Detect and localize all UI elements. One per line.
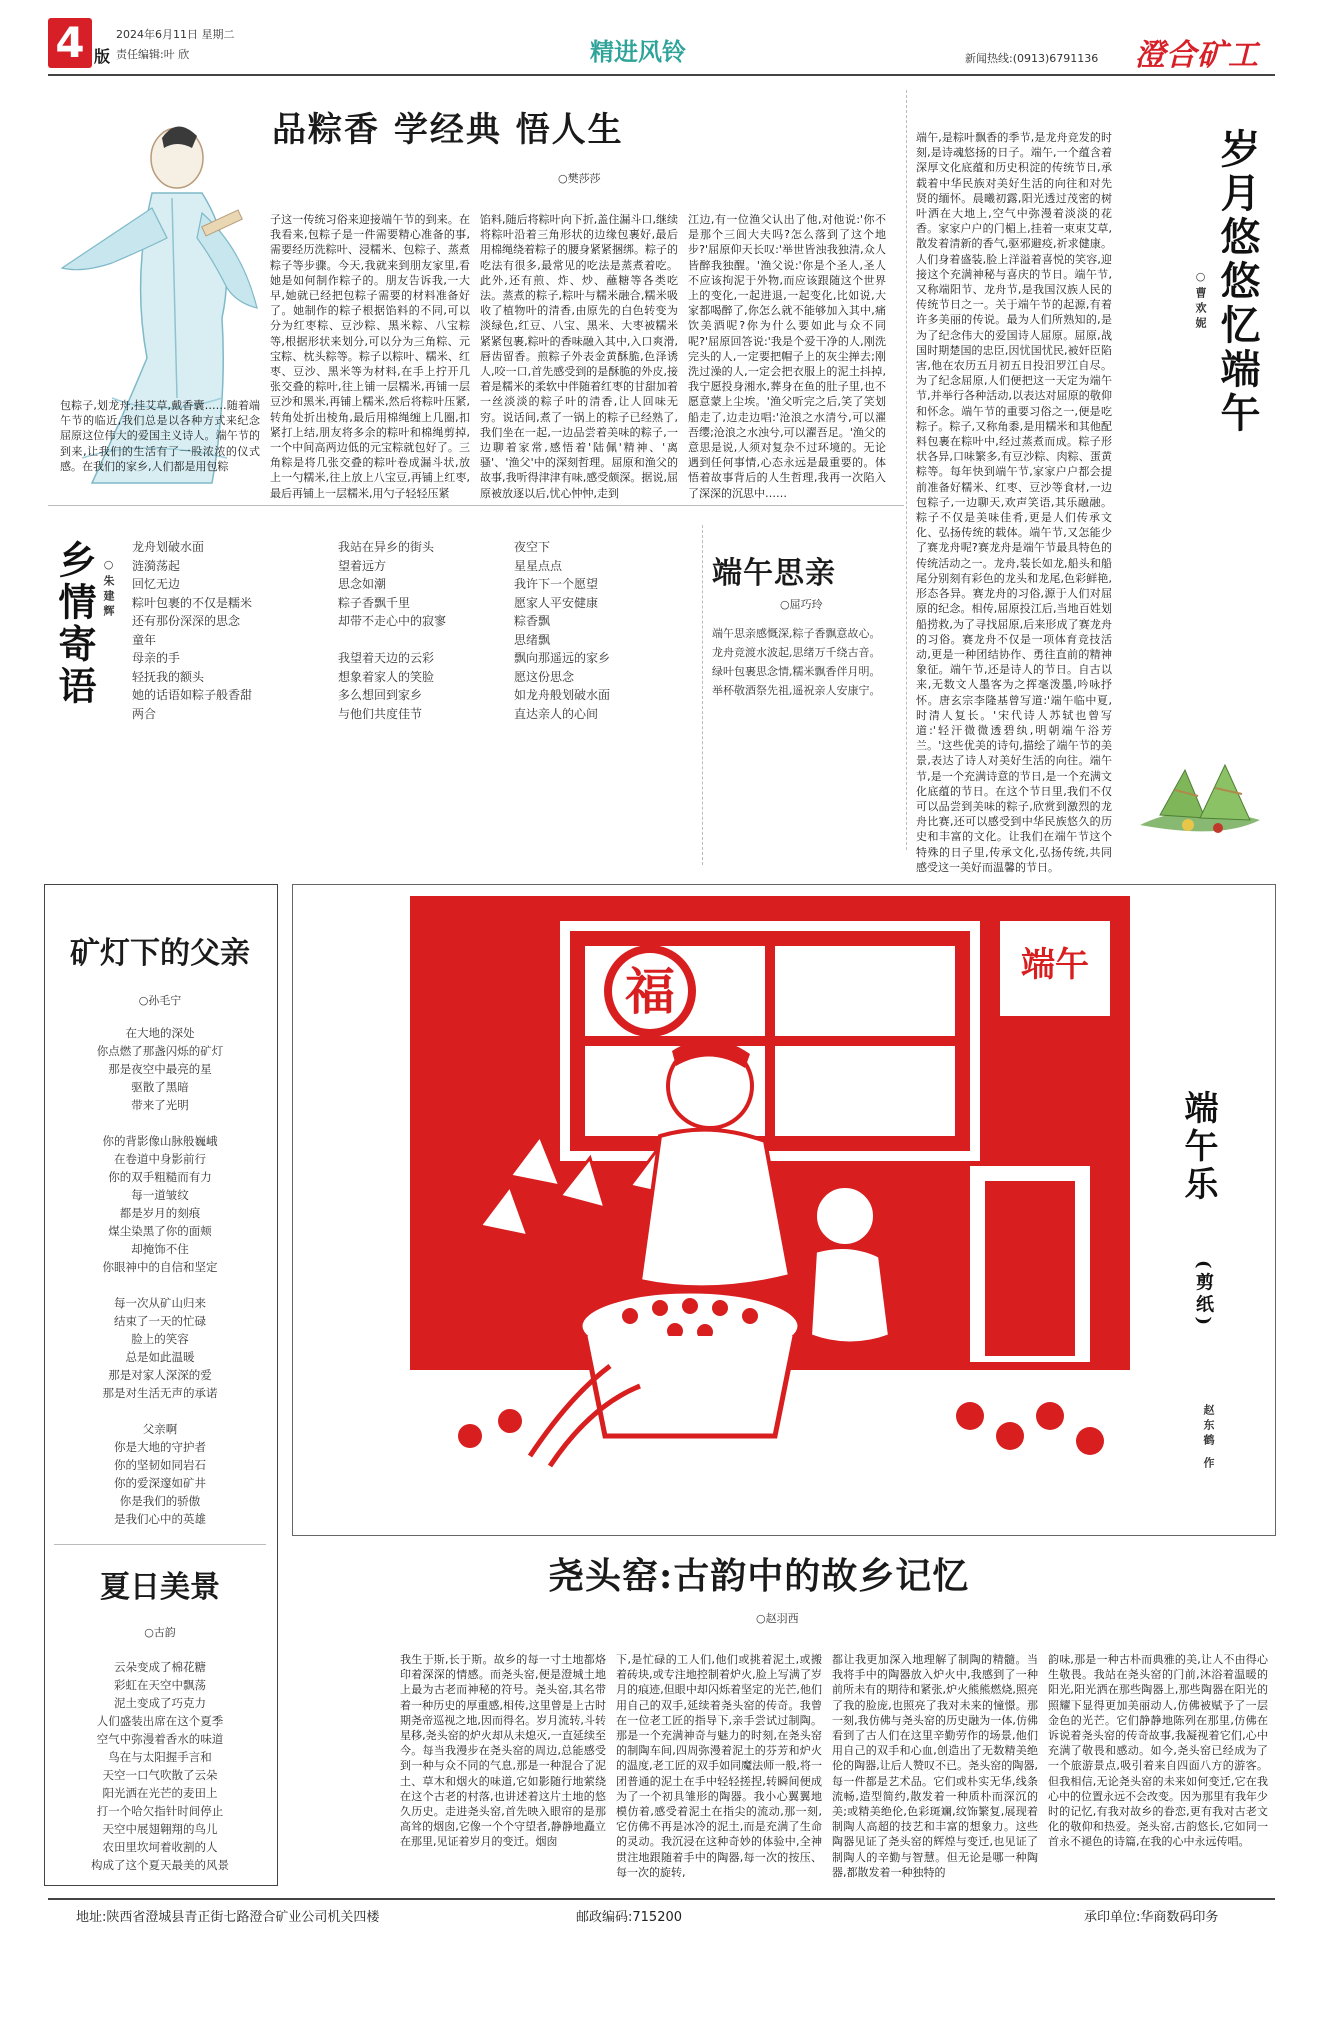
footer-address: 地址:陕西省澄城县青正街七路澄合矿业公司机关四楼 [76, 1910, 380, 1925]
miner-poem-text: 在大地的深处 你点燃了那盏闪烁的矿灯 那是夜空中最亮的星 驱散了黑暗 带来了光明 你的背影像山脉般巍峨 在卷道中身影前行 你的双手粗糙而有力 每一道皱纹 都是岁月的刻痕 煤尘染黑了你的面颊 却掩饰不住 你眼神中的自信和坚定 每一次从矿山归来 结束了一天的忙碌 脸上的笑容 总是如此温暖 那是对家人深深的爱 那是对生活无声的承诺 父亲啊 你是大地的守护者 你的坚韧如同岩石 你的爱深邃如矿井 你是我们的骄傲 是我们心中的英雄 [96, 1026, 224, 1526]
papercut-title: 端午乐 [1178, 1090, 1218, 1204]
xiangqing-poem-stanza1: 龙舟划破水面 涟漪荡起 回忆无边 粽叶包裹的不仅是糯米 还有那份深深的思念 童年 母亲的手 轻抚我的额头 她的话语如粽子般香甜 两合 [132, 540, 253, 721]
kiln-article-col4: 韵味,那是一种古朴而典雅的美,让人不由得心生敬畏。我站在尧头窑的门前,沐浴着温暖的阳光,阳光洒在那些陶器上,那些陶器在阳光的照耀下显得更加美丽动人,仿佛被赋予了一层金色的光芒。它们静静地陈列在那里,仿佛在诉说着尧头窑的传奇故事,我凝视着它们,心中充满了敬畏和感动。如今,尧头窑已经成为了一个旅游景点,吸引着来自四面八方的游客。但我相信,无论尧头窑的未来如何变迁,它在我心中的位置永远不会改变。因为那里有我年少时的记忆,有我对故乡的眷恋,更有我对古老文化的敬仰和热爱。尧头窑,古韵悠长,它如同一首永不褪色的诗篇,在我的心中永远传唱。 [1048, 1653, 1268, 1849]
nostalgia-article-author: ○曹欢妮 [1194, 270, 1207, 332]
issue-date: 2024年6月11日 星期二 [116, 28, 235, 41]
box-inner-rule [54, 1544, 266, 1545]
footer-printer: 承印单位:华商数码印务 [1084, 1910, 1219, 1925]
nostalgia-article-title: 岁月悠悠忆端午 [1214, 128, 1261, 436]
kiln-article-title: 尧头窑:古韵中的故乡记忆 [548, 1555, 970, 1597]
miner-poem-title: 矿灯下的父亲 [70, 936, 250, 971]
summer-poem-title: 夏日美景 [100, 1570, 220, 1605]
zongzi-article-col3: 馅料,随后将粽叶向下折,盖住漏斗口,继续将粽叶沿着三角形状的边缘包裹好,最后用棉绳绕着粽子的腰身紧紧捆绑。粽子的吃法有很多,最常见的吃法是蒸煮着吃。此外,还有煎、炸、炒、蘸糖等各类吃法。蒸煮的粽子,粽叶与糯米融合,糯米吸收了植物叶的清香,由原先的白色转变为淡绿色,红豆、八宝、黑米、大枣被糯米紧紧包裹,粽叶的香味融入其中,入口爽滑,唇齿留香。煎粽子外表金黄酥脆,色泽诱人,咬一口,首先感受到的是酥脆的外皮,接着是糯米的柔软中伴随着红枣的甘甜加着一丝淡淡的粽子叶的清香,让人回味无穷。说话间,煮了一锅上的粽子已经熟了,我们坐在一起,一边品尝着美味的粽子,一边聊着家常,感悟着'陆佩'精神、'离骚'、'渔父'中的深刻哲理。屈原和渔父的故事,我听得津津有味,感受颇深。据说,屈原被放逐以后,忧心忡忡,走到 [480, 213, 678, 500]
papercut-subtitle: (剪纸) [1193, 1260, 1214, 1330]
nostalgia-article-body: 端午,是粽叶飘香的季节,是龙舟竞发的时刻,是诗魂悠扬的日子。端午,一个蕴含着深厚文化底蕴和历史积淀的传统节日,承载着中华民族对美好生活的向往和对先贤的缅怀。晨曦初露,阳光透过茂密的树叶洒在大地上,空气中弥漫着淡淡的花香。家家户户的门楣上,挂着一束束艾草,散发着清新的香气,驱邪避疫,祈求健康。人们身着盛装,脸上洋溢着喜悦的笑容,迎接这个充满神秘与喜庆的节日。端午节,又称端阳节、龙舟节,是我国汉族人民的传统节日之一。关于端午节的起源,有着许多美丽的传说。最为人们所熟知的,是为了纪念伟大的爱国诗人屈原。屈原,战国时期楚国的忠臣,因忧国忧民,被奸臣陷害,他在农历五月初五日投汨罗江自尽。为了纪念屈原,人们便把这一天定为端午节,并举行各种活动,以表达对屈原的敬仰和怀念。端午节的重要习俗之一,便是吃粽子。粽子,又称角黍,是用糯米和其他配料包裹在粽叶中,经过蒸煮而成。粽子形状各异,口味繁多,有豆沙粽、肉粽、蛋黄粽等。每年快到端午节,家家户户都会提前准备好糯米、红枣、豆沙等食材,一边包粽子,一边聊天,欢声笑语,其乐融融。粽子不仅是美味佳肴,更是人们传承文化、弘扬传统的载体。端午节,又怎能少了赛龙舟呢?赛龙舟是端午节最具特色的传统活动之一。龙舟,装长如龙,船头和船尾分别刻有彩色的龙头和龙尾,色彩鲜艳,形态各异。赛龙舟的习俗,源于人们对屈原的纪念。相传,屈原投江后,当地百姓划船捞救,为了寻找屈原,后来形成了赛龙舟的习俗。赛龙舟不仅是一项体育竞技活动,更是一种团结协作、勇往直前的精神象征。端午节,还是诗人的节日。自古以来,无数文人墨客为之挥毫泼墨,吟咏抒怀。唐玄宗李隆基曾写道:'端午临中夏,时清人复长。'宋代诗人苏轼也曾写道:'轻汗微微透碧纨,明朝端午浴芳兰。'这些优美的诗句,描绘了端午节的美景,表达了诗人对美好生活的向往。端午节,是一个充满诗意的节日,是一个充满文化底蕴的节日。在这个节日里,我们不仅可以品尝到美味的粽子,欣赏到激烈的龙舟比赛,还可以感受到中华民族悠久的历史和丰富的文化。让我们在端午节这个特殊的日子里,传承文化,弘扬传统,共同感受这一美好而温馨的节日。 [916, 131, 1112, 874]
duanwu-poem-title: 端午思亲 [712, 556, 836, 591]
duanwu-poem-text: 端午思亲感慨深,粽子香飘意故心。 龙舟竞渡水波起,思绪万千绕古音。 绿叶包裹思念情,糯米飘香伴月明。 举杯敬酒祭先祖,遥祝亲人安康宁。 [712, 627, 881, 697]
editor-credit: 责任编辑:叶 欣 [116, 48, 190, 61]
miner-poem-author: ○孙毛宁 [138, 994, 182, 1007]
summer-poem-text: 云朵变成了棉花糖 彩虹在天空中飘荡 泥土变成了巧克力 人们盛装出席在这个夏季 空气中弥漫着香水的味道 鸟在与太阳握手言和 天空一口气吹散了云朵 阳光洒在光芒的麦田上 打一个哈欠指针时间停止 天空中展翅翱翔的鸟儿 农田里坎坷着收割的人 构成了这个夏天最美的风景 [91, 1660, 229, 1872]
papercut-corner-label: 端午 [1021, 945, 1089, 985]
kiln-article-col3: 都让我更加深入地理解了制陶的精髓。当我将手中的陶器放入炉火中,我感到了一种前所未有的期待和紧张,炉火熊熊燃烧,照亮了我的脸庞,也照亮了我对未来的憧憬。那一刻,我仿佛与尧头窑的历史融为一体,仿佛看到了古人们在这里辛勤劳作的场景,他们用自己的双手和心血,创造出了无数精美绝伦的陶器,让后人赞叹不已。尧头窑的陶器,每一件都是艺术品。它们或朴实无华,线条流畅,造型简约,散发着一种质朴而深沉的美;或精美绝伦,色彩斑斓,纹饰繁复,展现着制陶人高超的技艺和丰富的想象力。这些陶器见证了尧头窑的辉煌与变迁,也见证了制陶人的辛勤与智慧。但无论是哪一种陶器,都散发着一种独特的 [832, 1653, 1038, 1879]
summer-poem-author: ○古韵 [144, 1626, 176, 1639]
zongzi-article-col4: 江边,有一位渔父认出了他,对他说:'你不是那个三闾大夫吗?怎么落到了这个地步?'屈原仰天长叹:'举世皆浊我独清,众人皆醉我独醒。'渔父说:'你是个圣人,圣人不应该拘泥于外物,而应该跟随这个世界上的变化,一起进退,一起变化,比如说,大家都喝醉了,你怎么就不能够加入其中,痛饮美酒呢?你为什么要如此与众不同呢?'屈原回答说:'我是个爱干净的人,刚洗完头的人,一定要把帽子上的灰尘掸去;刚洗过澡的人,一定会把衣服上的泥土抖掉,我宁愿投身湘水,葬身在鱼的肚子里,也不愿意蒙上尘埃。'渔父听完之后,笑了笑划船走了,边走边唱:'沧浪之水清兮,可以濯吾缨;沧浪之水浊兮,可以濯吾足。'渔父的意思是说,人须对复杂不过环境的。无论遇到任何事情,心态永远是最重要的。体悟着故事背后的人生哲理,我再一次陷入了深深的沉思中…… [688, 213, 886, 500]
zongzi-article-author: ○樊莎莎 [558, 172, 601, 185]
zongzi-illustration [1130, 730, 1270, 845]
page-suffix: 版 [94, 47, 111, 66]
duanwu-poem-author: ○屈巧玲 [780, 598, 823, 611]
section-title: 精进风铃 [590, 37, 686, 66]
zongzi-article-title: 品粽香 学经典 悟人生 [272, 110, 624, 150]
papercut-caption: 赵东鹤 作 [1202, 1404, 1215, 1472]
zongzi-article-col1: 包粽子,划龙舟,挂艾草,戴香囊……随着端午节的临近,我们总是以各种方式来纪念屈原这位伟大的爱国主义诗人。端午节的到来,让我们的生活有了一股浓浓的仪式感。在我们的家乡,人们都是用包粽 [60, 399, 260, 473]
page-number: 4 [55, 18, 85, 67]
papercut-artwork [410, 896, 1130, 1496]
section-rule [48, 505, 904, 506]
xiangqing-poem-stanza2: 我站在异乡的街头 望着远方 思念如潮 粽子香飘千里 却带不走心中的寂寥 我望着天边的云彩 想象着家人的笑脸 多么想回到家乡 与他们共度佳节 [338, 540, 447, 721]
news-hotline: 新闻热线:(0913)6791136 [965, 52, 1099, 65]
footer-rule [48, 1898, 1275, 1900]
kiln-article-col1: 我生于斯,长于斯。故乡的每一寸土地都烙印着深深的情感。而尧头窑,便是澄城土地上最为古老而神秘的符号。尧头窑,其名带着一种历史的厚重感,相传,这里曾是上古时期尧帝巡视之地,因而得名。岁月流转,斗转星移,尧头窑的炉火却从未熄灭,一直延续至今。每当我漫步在尧头窑的周边,总能感受到一种与众不同的气息,那是一种混合了泥土、草木和烟火的味道,它如影随行地萦绕在这个古老的村落,也讲述着这片土地的悠久历史。走进尧头窑,首先映入眼帘的是那高耸的烟囱,它像一个个守望者,静静地矗立在那里,见证着岁月的变迁。烟囱 [400, 1653, 606, 1849]
column-divider [702, 525, 703, 865]
zongzi-article-col2: 子这一传统习俗来迎接端午节的到来。在我看来,包粽子是一件需要精心准备的事,需要经历洗粽叶、浸糯米、包粽子、蒸煮粽子等步骤。今天,我就来到朋友家里,看她是如何制作粽子的。朋友告诉我,一大早,她就已经把包粽子需要的材料准备好了。她制作的粽子根据馅料的不同,可以分为红枣粽、豆沙粽、黑米粽、八宝粽等,根据形状来划分,可以分为三角粽、元宝粽、枕头粽等。粽子以粽叶、糯米、红枣、豆沙、黑米等为材料,在手上拧开几张交叠的粽叶,往上铺一层糯米,再铺一层豆沙和黑米,再铺上糯米,然后将粽叶压紧,转角处折出棱角,最后用棉绳缠上几圈,扣紧打上结,朋友将多余的粽叶和棉绳剪掉,一个中间高两边低的元宝粽就包好了。三角粽是将几张交叠的粽叶卷成漏斗状,放上一勺糯米,往上放上八宝豆,再铺上红枣,最后再铺上一层糯米,用勺子轻轻压紧 [270, 213, 470, 500]
header-rule [48, 74, 1275, 76]
papercut-fu-character: 福 [625, 962, 675, 1021]
page-number-badge [48, 18, 92, 68]
xiangqing-poem-stanza3: 夜空下 星星点点 我许下一个愿望 愿家人平安健康 粽香飘 思绪飘 飘向那遥远的家乡 愿这份思念 如龙舟般划破水面 直达亲人的心间 [514, 540, 611, 721]
footer-postcode: 邮政编码:715200 [576, 1910, 683, 1925]
xiangqing-poem-author: ○朱建辉 [102, 558, 115, 620]
xiangqing-poem-title: 乡情寄语 [52, 540, 97, 708]
kiln-article-col2: 下,是忙碌的工人们,他们或挑着泥土,或搬着砖块,或专注地控制着炉火,脸上写满了岁月的痕迹,但眼中却闪烁着坚定的光芒,他们用自己的双手,延续着尧头窑的传奇。我曾在一位老工匠的指导下,亲手尝试过制陶。那是一个充满神奇与魅力的时刻,在尧头窑的制陶车间,四周弥漫着泥土的芬芳和炉火的温度,老工匠的双手如同魔法师一般,将一团普通的泥土在手中轻轻搓捏,转瞬间便成为了一个初具雏形的陶器。我小心翼翼地模仿着,感受着泥土在指尖的流动,那一刻,它仿佛不再是冰冷的泥土,而是充满了生命的灵动。我沉浸在这种奇妙的体验中,全神贯注地跟随着手中的陶器,每一次的按压、每一次的旋转, [616, 1653, 822, 1879]
kiln-article-author: ○赵羽西 [756, 1612, 799, 1625]
masthead-logo: 澄合矿工 [1135, 38, 1259, 73]
column-divider [906, 90, 907, 850]
